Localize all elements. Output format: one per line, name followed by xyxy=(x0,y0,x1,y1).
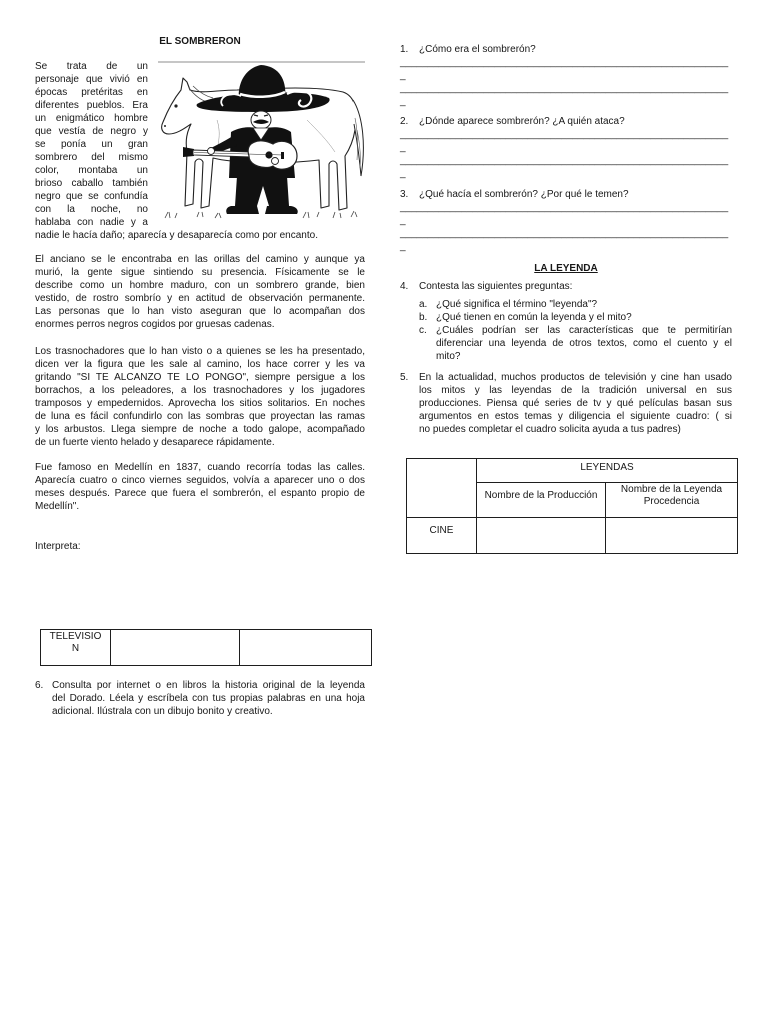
table-header-leyendas: LEYENDAS xyxy=(477,459,738,483)
television-label-line: TELEVISIO xyxy=(49,631,102,642)
question-line: En la actualidad, muchos productos de televisión y cine han usado xyxy=(419,372,732,383)
answer-line: _ xyxy=(400,168,406,179)
answer-line: _ xyxy=(400,241,406,252)
story-line: Las personas que lo han visto aseguran que lo acompañan dos xyxy=(35,306,365,317)
boot xyxy=(226,206,259,214)
story-line: personaje que vivió en xyxy=(35,74,148,85)
legend-header-line: Nombre de la Leyenda xyxy=(620,484,723,495)
story-line: Los trasnochadores que lo han visto o a quienes se les ha presentado, xyxy=(35,346,365,357)
table-row xyxy=(407,518,738,554)
question-5-number: 5. xyxy=(400,372,409,383)
question-line: argumentos en estos temas y diligencia el siguiente cuadro: ( si xyxy=(419,411,732,422)
grass xyxy=(165,211,357,218)
boot xyxy=(265,206,298,214)
question-4-number: 4. xyxy=(400,281,409,292)
question-4a-letter: a. xyxy=(419,299,428,310)
story-line: vestido, de rostro sombrío y en actitud de observación permanente. xyxy=(35,293,365,304)
table-row-label-cine: CINE xyxy=(407,518,477,554)
story-line: nadie le hacía daño; aparecía y desaparecía como por encanto. xyxy=(35,230,318,241)
item-6-text xyxy=(52,679,365,718)
table-header-legend xyxy=(606,483,738,518)
story-line: Medellín". xyxy=(35,501,80,512)
story-paragraph-3 xyxy=(35,345,365,449)
interpret-label: Interpreta: xyxy=(35,541,81,552)
story-line: con la noche, no xyxy=(35,204,148,215)
story-line: El anciano se le encontraba en las orillas del camino y aunque ya xyxy=(35,254,365,265)
story-line: sombrero del mismo xyxy=(35,152,148,163)
story-line: Fue famoso en Medellín en 1837, cuando recorría todas las calles. xyxy=(35,462,365,473)
question-2-text: ¿Dónde aparece sombrerón? ¿A quién ataca? xyxy=(419,116,625,127)
sombreron-illustration xyxy=(157,60,367,222)
question-line: mito? xyxy=(436,351,461,362)
question-4c-letter: c. xyxy=(419,325,427,336)
table-cell xyxy=(477,518,606,554)
question-4c-text xyxy=(436,324,732,363)
answer-line: _ xyxy=(400,215,406,226)
answer-line: _ xyxy=(400,142,406,153)
question-1-answer-lines xyxy=(400,56,728,108)
story-line: borrachos, a los peleadores, a los trasnochadores y los jugadores xyxy=(35,385,365,396)
story-title: EL SOMBRERON xyxy=(159,36,241,47)
story-paragraph-4 xyxy=(35,461,365,513)
trousers xyxy=(235,176,289,206)
question-1-text: ¿Cómo era el sombrerón? xyxy=(419,44,536,55)
story-paragraph-2 xyxy=(35,253,365,331)
story-line: y los arbustos. Llega siempre de noche a todo galope, acompañado xyxy=(35,424,365,435)
story-line: se ponía un gran xyxy=(35,139,148,150)
table-row xyxy=(407,459,738,483)
story-paragraph-1 xyxy=(35,60,148,229)
question-line: ¿Qué significa el término "leyenda"? xyxy=(436,299,598,310)
section-title-la-leyenda: LA LEYENDA xyxy=(534,263,598,274)
question-line: ¿Qué tienen en común la leyenda y el mito? xyxy=(436,312,632,323)
story-line: épocas pretéritas en xyxy=(35,87,148,98)
answer-line: ___________________________________________________________ xyxy=(400,155,729,166)
question-2-number: 2. xyxy=(400,116,409,127)
item-6-line: del Dorado. Léela y escríbela con tus propias palabras en una hoja xyxy=(52,693,365,704)
item-6-line: adicional. Ilústrala con un dibujo bonito y creativo. xyxy=(52,706,273,717)
story-line: gritando "SI TE ALCANZO TE LO PONGO", siempre persigue a los xyxy=(35,372,365,383)
question-4-text: Contesta las siguientes preguntas: xyxy=(419,281,573,292)
table-row xyxy=(41,630,372,666)
story-line: negro que se confundía xyxy=(35,191,148,202)
legend-header-lines xyxy=(606,484,737,508)
question-3-number: 3. xyxy=(400,189,409,200)
question-4b-text xyxy=(436,311,732,324)
answer-line: _ xyxy=(400,96,406,107)
story-line: meses después. Parece que fuera el sombrerón, el espanto propio de xyxy=(35,488,365,499)
question-4b-letter: b. xyxy=(419,312,428,323)
story-line: dicen ver la figura que les sale al camino, los hace correr y les va xyxy=(35,359,365,370)
answer-line: ___________________________________________________________ xyxy=(400,57,729,68)
item-6-number: 6. xyxy=(35,680,44,691)
story-line: tramposos y empedernidos. Aprovecha los sitios solitarios. En noches xyxy=(35,398,365,409)
item-6-line: Consulta por internet o en libros la historia original de la leyenda xyxy=(52,680,365,691)
television-label-line: N xyxy=(71,643,80,654)
table-cell xyxy=(407,459,477,518)
table-cell xyxy=(240,630,372,666)
story-line: de un fuerte viento helado y desaparece rápidamente. xyxy=(35,437,275,448)
story-line: que vestía de negro y xyxy=(35,126,148,137)
story-line: Se trata de un xyxy=(35,61,148,72)
leyendas-table xyxy=(406,458,738,554)
question-1-number: 1. xyxy=(400,44,409,55)
television-label xyxy=(41,631,110,655)
table-cell xyxy=(606,518,738,554)
table-cell xyxy=(111,630,240,666)
story-line: un enigmático hombre xyxy=(35,113,148,124)
answer-line: ___________________________________________________________ xyxy=(400,83,729,94)
question-line: no puedes completar el cuadro solicita ayuda a tus padres) xyxy=(419,424,681,435)
answer-line: ___________________________________________________________ xyxy=(400,202,729,213)
answer-line: ___________________________________________________________ xyxy=(400,228,729,239)
answer-line: _ xyxy=(400,70,406,81)
question-line: los mitos y las leyendas de la tradición universal en sus xyxy=(419,385,732,396)
table-cell-television-label xyxy=(41,630,111,666)
answer-line: ___________________________________________________________ xyxy=(400,129,729,140)
story-line: describe como un hombre maduro, con un sombrero grande, bien xyxy=(35,280,365,291)
legend-header-line: Procedencia xyxy=(643,496,700,507)
question-line: ¿Cuáles podrían ser las características que te permitirían xyxy=(436,325,732,336)
story-line: de luna es fácil confundirlo con las sombras que proyectan las ramas xyxy=(35,411,365,422)
story-line: murió, la gente sigue sintiendo su presencia. Físicamente se le xyxy=(35,267,365,278)
story-line: hablaba con nadie y a xyxy=(35,217,148,228)
story-line: Aparecía cuatro o cinco viernes seguidos, volvía a aparecer uno o dos xyxy=(35,475,365,486)
story-line: diferentes pueblos. Era xyxy=(35,100,148,111)
story-line: color, montaba un xyxy=(35,165,148,176)
question-2-answer-lines xyxy=(400,128,728,180)
question-3-text: ¿Qué hacía el sombrerón? ¿Por qué le temen? xyxy=(419,189,629,200)
table-header-production: Nombre de la Producción xyxy=(477,483,606,518)
question-3-answer-lines xyxy=(400,201,728,253)
question-line: diferenciar una leyenda de otros textos, como el cuento y el xyxy=(436,338,732,349)
story-line: brioso caballo también xyxy=(35,178,148,189)
question-4a-text xyxy=(436,298,732,311)
television-table xyxy=(40,629,372,666)
question-5-text xyxy=(419,371,732,436)
story-line: enormes perros negros cogidos por gruesas cadenas. xyxy=(35,319,275,330)
question-line: producciones. Piensa qué series de tv y qué películas basan sus xyxy=(419,398,732,409)
